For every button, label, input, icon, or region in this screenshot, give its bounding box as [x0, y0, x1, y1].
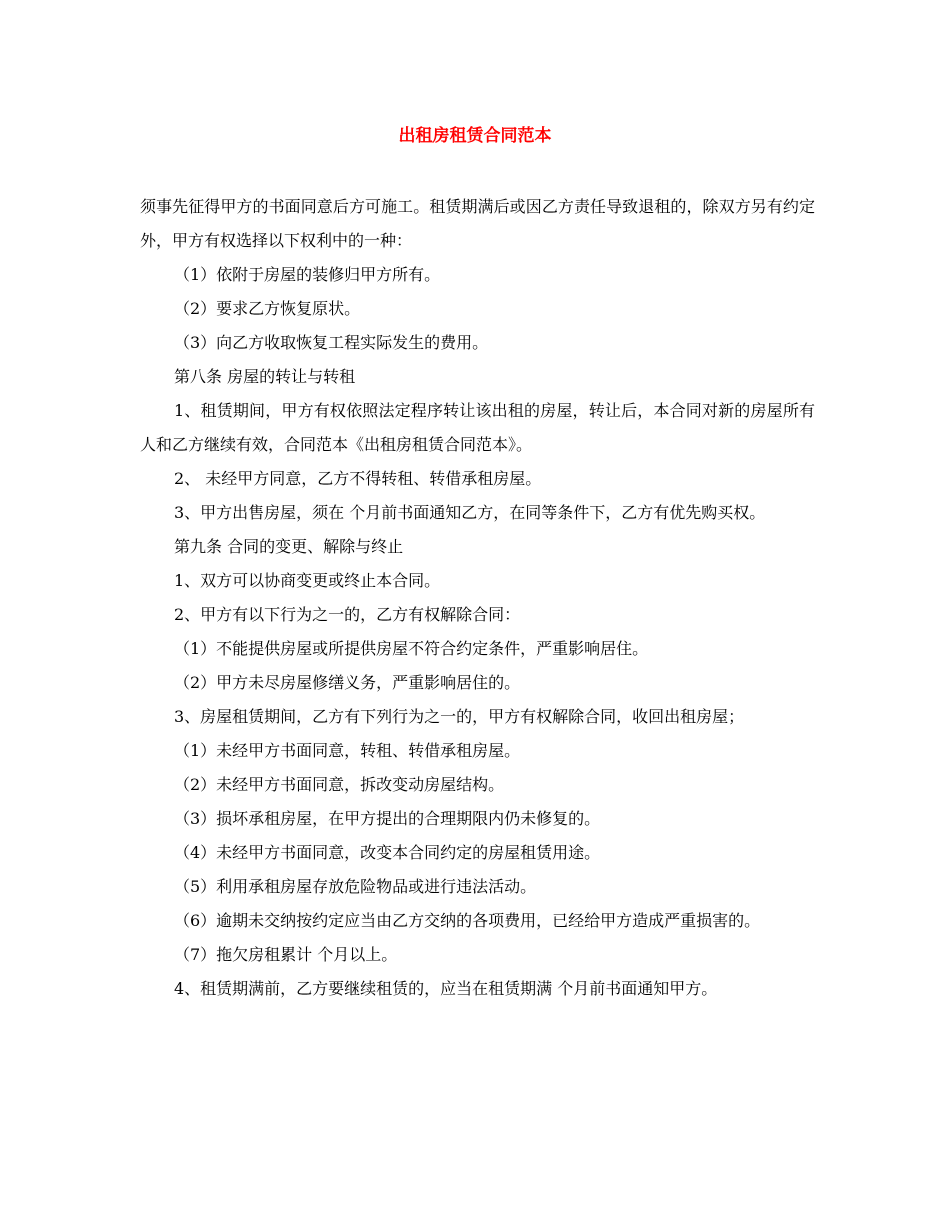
paragraph: （6）逾期未交纳按约定应当由乙方交纳的各项费用，已经给甲方造成严重损害的。 — [174, 911, 761, 930]
paragraph: 第八条 房屋的转让与转租 — [174, 367, 356, 386]
paragraph: （2）甲方未尽房屋修缮义务，严重影响居住的。 — [174, 673, 521, 692]
paragraph: （1）依附于房屋的装修归甲方所有。 — [174, 265, 441, 284]
paragraph: （4）未经甲方书面同意，改变本合同约定的房屋租赁用途。 — [174, 843, 601, 862]
paragraph: （2）要求乙方恢复原状。 — [174, 299, 361, 318]
paragraph: （5）利用承租房屋存放危险物品或进行违法活动。 — [174, 877, 537, 896]
paragraph: 3、房屋租赁期间，乙方有下列行为之一的，甲方有权解除合同，收回出租房屋； — [174, 707, 745, 726]
paragraph: 2、甲方有以下行为之一的，乙方有权解除合同： — [174, 605, 521, 624]
paragraph: 3、甲方出售房屋，须在 个月前书面通知乙方，在同等条件下，乙方有优先购买权。 — [174, 503, 766, 522]
paragraph: 1、租赁期间，甲方有权依照法定程序转让该出租的房屋，转让后，本合同对新的房屋所有人和乙方继续有效，合同范本《出租房租赁合同范本》。 — [140, 401, 815, 454]
paragraph: （3）向乙方收取恢复工程实际发生的费用。 — [174, 333, 489, 352]
document-title: 出租房租赁合同范本 — [398, 126, 552, 146]
paragraph: 第九条 合同的变更、解除与终止 — [174, 537, 404, 556]
paragraph: 4、租赁期满前，乙方要继续租赁的，应当在租赁期满 个月前书面通知甲方。 — [174, 979, 718, 998]
paragraph: （2）未经甲方书面同意，拆改变动房屋结构。 — [174, 775, 505, 794]
paragraph: 2、 未经甲方同意，乙方不得转租、转借承租房屋。 — [174, 469, 542, 488]
paragraph: （1）不能提供房屋或所提供房屋不符合约定条件，严重影响居住。 — [174, 639, 649, 658]
paragraph: （7）拖欠房租累计 个月以上。 — [174, 945, 398, 964]
paragraph: （3）损坏承租房屋，在甲方提出的合理期限内仍未修复的。 — [174, 809, 601, 828]
paragraph: 1、双方可以协商变更或终止本合同。 — [174, 571, 441, 590]
document-body — [140, 190, 815, 1006]
paragraph: 须事先征得甲方的书面同意后方可施工。租赁期满后或因乙方责任导致退租的，除双方另有约定外，甲方有权选择以下权利中的一种： — [140, 197, 815, 250]
paragraph: （1）未经甲方书面同意，转租、转借承租房屋。 — [174, 741, 521, 760]
